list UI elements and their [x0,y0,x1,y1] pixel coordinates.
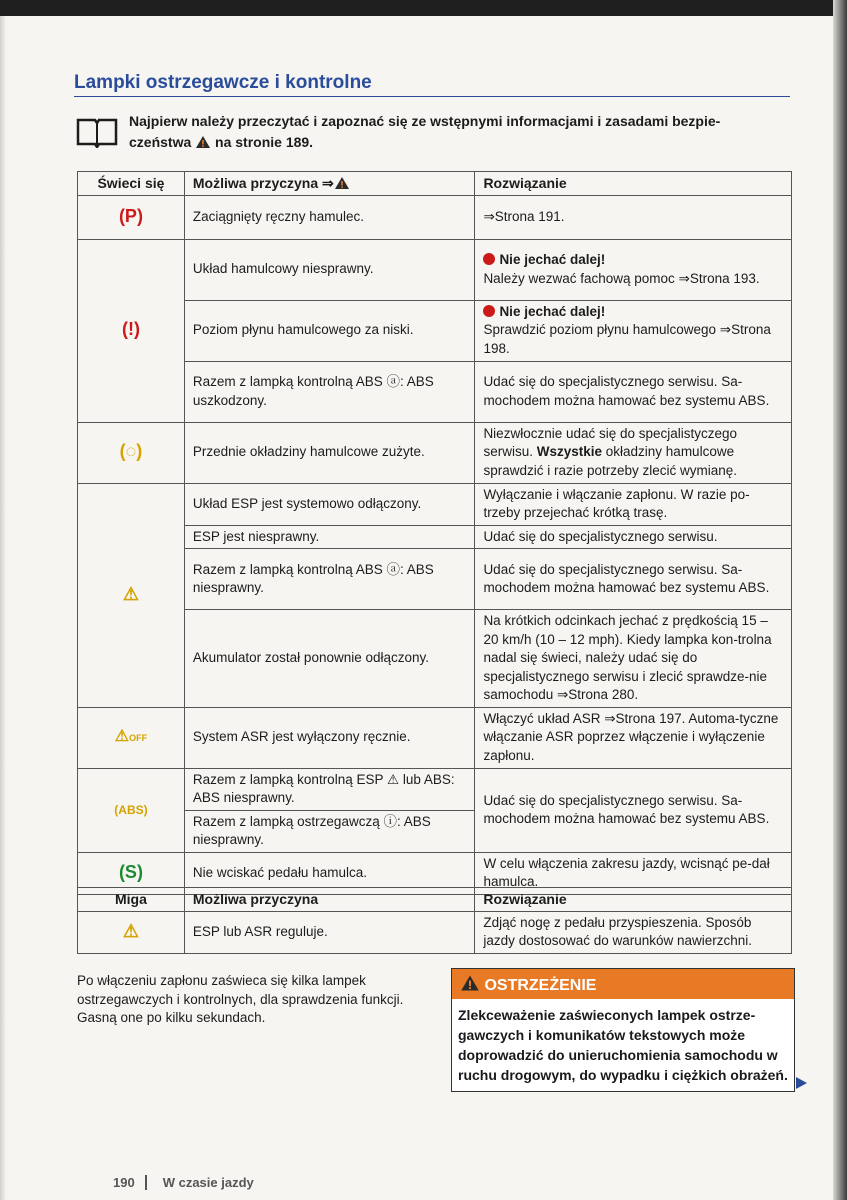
header-cause: Możliwa przyczyna [184,888,475,912]
cause-cell: Przednie okładziny hamulcowe zużyte. [184,422,475,483]
parking-brake-icon-cell [78,195,185,239]
table-row [78,239,792,300]
page-title: Lampki ostrzegawcze i kontrolne [74,72,372,93]
solution-cell [475,239,792,300]
table-row [78,361,792,422]
solution-bold: Nie jechać dalej! [499,252,606,267]
page-number: 190 [113,1175,135,1190]
solution-text: Sprawdzić poziom płynu hamulcowego ⇒Strona 198. [483,322,771,356]
solution-bold: Wszystkie [536,444,602,460]
abs-icon: (ABS) [114,802,148,817]
asr-off-icon [115,728,147,748]
table-row [78,911,792,953]
warning-triangle-icon [334,176,350,190]
table-row [78,525,792,549]
header-solution: Rozwiązanie [475,888,792,912]
cause-cell: ESP jest niesprawny. [184,525,475,549]
footer-separator [145,1175,147,1190]
cause-cell: Razem z lampką ostrzegawczą ⓘ: ABS niesprawny. [184,810,475,852]
brake-warning-icon-cell [78,239,185,422]
flashing-table [77,887,792,954]
solution-text: Należy wezwać fachową pomoc ⇒Strona 193. [483,270,760,286]
asr-off-icon-cell [78,707,185,768]
section-name: W czasie jazdy [162,1175,254,1190]
table-row [78,422,792,483]
brake-pedal-icon: (S) [118,861,143,882]
continue-arrow-icon [796,1077,807,1089]
scan-right-edge [833,0,847,1200]
cause-cell: Układ hamulcowy niesprawny. [184,239,475,300]
esp-icon: ⚠ [122,920,139,941]
intro-after: na stronie 189. [215,134,314,150]
scan-left-edge [0,16,6,1200]
solution-cell: Udać się do specjalistycznego serwisu. [475,525,792,549]
brake-warning-icon: (!) [121,319,140,340]
stop-icon [483,305,495,317]
solution-bold: Nie jechać dalej! [499,303,606,319]
header-flashing: Miga [78,888,185,912]
solution-cell: Wyłączanie i włączanie zapłonu. W razie po-trzeby przejechać krótką trasę. [475,483,792,525]
title-rule [74,96,790,97]
cause-cell: ESP lub ASR reguluje. [184,911,475,953]
cause-cell: Poziom płynu hamulcowego za niski. [184,300,475,361]
solution-cell: Udać się do specjalistycznego serwisu. Sa-mochodem można hamować bez systemu ABS. [475,549,792,610]
cause-cell: System ASR jest wyłączony ręcznie. [184,707,475,768]
table-row [78,483,792,525]
warning-title: OSTRZEŻENIE [484,977,597,994]
solution-cell: ⇒Strona 191. [475,195,792,239]
parking-brake-icon: (P) [118,205,143,226]
intro-text [129,111,779,153]
cause-cell: Razem z lampką kontrolną ESP ⚠ lub ABS: ABS niesprawny. [184,768,475,810]
solution-cell: Udać się do specjalistycznego serwisu. Sa-mochodem można hamować bez systemu ABS. [475,768,792,852]
note-paragraph: Po włączeniu zapłonu zaświeca się kilka lampek ostrzegawczych i kontrolnych, dla sprawdzenia funkcji. Gasną one po kilku sekundach. [77,973,404,1025]
scan-top-edge [0,0,847,16]
table-row [78,610,792,708]
asr-icon-symbol: ⚠ [114,727,130,745]
solution-cell: Zdjąć nogę z pedału przyspieszenia. Sposób jazdy dostosować do warunków nawierzchni. [475,911,792,953]
solution-cell [475,300,792,361]
cause-cell: Nie wciskać pedału hamulca. [184,852,475,894]
warning-triangle-icon [460,974,480,992]
table-header-row [78,172,792,196]
page-footer [113,1175,254,1190]
esp-flash-icon-cell [78,911,185,953]
solution-cell [475,422,792,483]
cause-cell: Razem z lampką kontrolną ABS ⓐ: ABS niesprawny. [184,549,475,610]
solution-cell: Na krótkich odcinkach jechać z prędkością 15 – 20 km/h (10 – 12 mph). Kiedy lampka kon-trolna nadal się świeci, należy udać się do specjalistycznego serwisu i zlecić sprawdze-nie samochodu ⇒Strona 280. [475,610,792,708]
abs-icon-cell [78,768,185,852]
brake-pads-icon-cell [78,422,185,483]
table-row [78,768,792,810]
book-icon [75,116,119,148]
table-header-row [78,888,792,912]
table-row [78,549,792,610]
asr-off-label: OFF [129,732,148,743]
brake-pads-icon: (◌) [119,441,143,462]
warning-triangle-icon [195,135,211,149]
header-cause [184,172,475,196]
solution-text-b: okładziny hamulcowe sprawdzić i razie potrzeby zlecić wymianę. [483,444,738,478]
stop-icon [483,253,495,265]
solution-text-a: Niezwłocznie udać się do specjalistyczego serwisu. [483,425,738,460]
cause-cell: Akumulator został ponownie odłączony. [184,610,475,708]
esp-icon-cell [78,483,185,707]
cause-cell: Zaciągnięty ręczny hamulec. [184,195,475,239]
solution-cell: Udać się do specjalistycznego serwisu. Sa-mochodem można hamować bez systemu ABS. [475,361,792,422]
solution-cell: W celu włączenia zakresu jazdy, wcisnąć pe-dał hamulca. [475,852,792,894]
header-lights: Świeci się [78,172,185,196]
warning-header [452,969,794,999]
lights-table [77,171,792,895]
warning-box [451,968,795,1092]
cause-cell: Układ ESP jest systemowo odłączony. [184,483,475,525]
table-row [78,195,792,239]
header-solution: Rozwiązanie [475,172,792,196]
intro-before: Najpierw należy przeczytać i zapoznać się ze wstępnymi informacjami i zasadami bezpie-czeństwa [129,113,721,150]
cause-cell: Razem z lampką kontrolną ABS ⓐ: ABS uszkodzony. [184,361,475,422]
warning-text: Zlekceważenie zaświeconych lampek ostrze-gawczych i komunikatów tekstowych może doprowadzić do unieruchomienia samochodu w ruchu drogowym, do wypadku i ciężkich obrażeń. [458,1007,788,1083]
table-row [78,300,792,361]
esp-icon: ⚠ [122,583,140,604]
table-row [78,707,792,768]
header-cause-label: Możliwa przyczyna ⇒ [192,175,334,191]
solution-cell: Włączyć układ ASR ⇒Strona 197. Automa-tyczne włączanie ASR poprzez włączenie i wyłączenie zapłonu. [475,707,792,768]
